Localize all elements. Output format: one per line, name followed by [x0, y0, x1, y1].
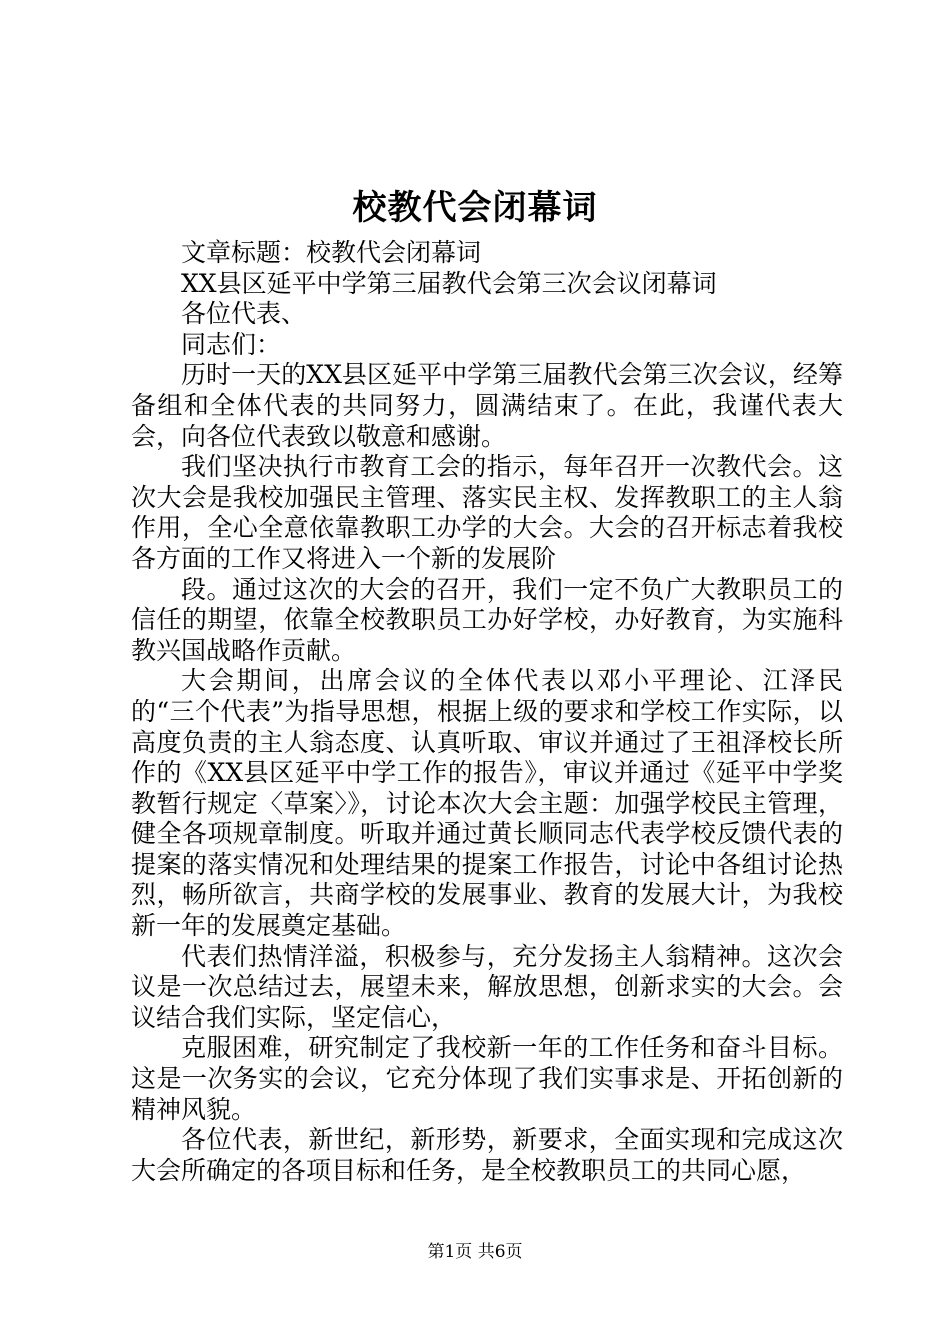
paragraph: XX县区延平中学第三届教代会第三次会议闭幕词	[181, 268, 717, 298]
paragraph: 各位代表，新世纪，新形势，新要求，全面实现和完成这次大会所确定的各项目标和任务，是全校教职员工的共同心愿，	[131, 1125, 843, 1185]
document-title: 校教代会闭幕词	[352, 188, 598, 228]
paragraph: 历时一天的XX县区延平中学第三届教代会第三次会议，经筹备组和全体代表的共同努力，圆满结束了。在此，我谨代表大会，向各位代表致以敬意和感谢。	[131, 360, 843, 451]
paragraph: 文章标题：校教代会闭幕词	[181, 238, 482, 267]
paragraph: 代表们热情洋溢，积极参与，充分发扬主人翁精神。这次会议是一次总结过去，展望未来，解放思想，创新求实的大会。会议结合我们实际，坚定信心，	[131, 941, 843, 1032]
paragraph: 同志们：	[181, 329, 282, 359]
document-body	[131, 238, 843, 1186]
page-number-footer: 第1页 共6页	[427, 1242, 523, 1262]
paragraph: 我们坚决执行市教育工会的指示，每年召开一次教代会。这次大会是我校加强民主管理、落实民主权、发挥教职工的主人翁作用，全心全意依靠教职工办学的大会。大会的召开标志着我校各方面的工作又将进入一个新的发展阶	[131, 452, 843, 573]
paragraph: 各位代表、	[181, 299, 307, 329]
paragraph: 大会期间，出席会议的全体代表以邓小平理论、江泽民的“三个代表”为指导思想，根据上级的要求和学校工作实际，以高度负责的主人翁态度、认真听取、审议并通过了王祖泽校长所作的《XX县区延平中学工作的报告》，审议并通过《延平中学奖教暂行规定〈草案〉》，讨论本次大会主题：加强学校民主管理，健全各项规章制度。听取并通过黄长顺同志代表学校反馈代表的提案的落实情况和处理结果的提案工作报告，讨论中各组讨论热烈，畅所欲言，共商学校的发展事业、教育的发展大计，为我校新一年的发展奠定基础。	[131, 666, 843, 941]
paragraph: 克服困难，研究制定了我校新一年的工作任务和奋斗目标。这是一次务实的会议，它充分体现了我们实事求是、开拓创新的精神风貌。	[131, 1033, 843, 1124]
paragraph: 段。通过这次的大会的召开，我们一定不负广大教职员工的信任的期望，依靠全校教职员工办好学校，办好教育，为实施科教兴国战略作贡献。	[131, 574, 843, 665]
